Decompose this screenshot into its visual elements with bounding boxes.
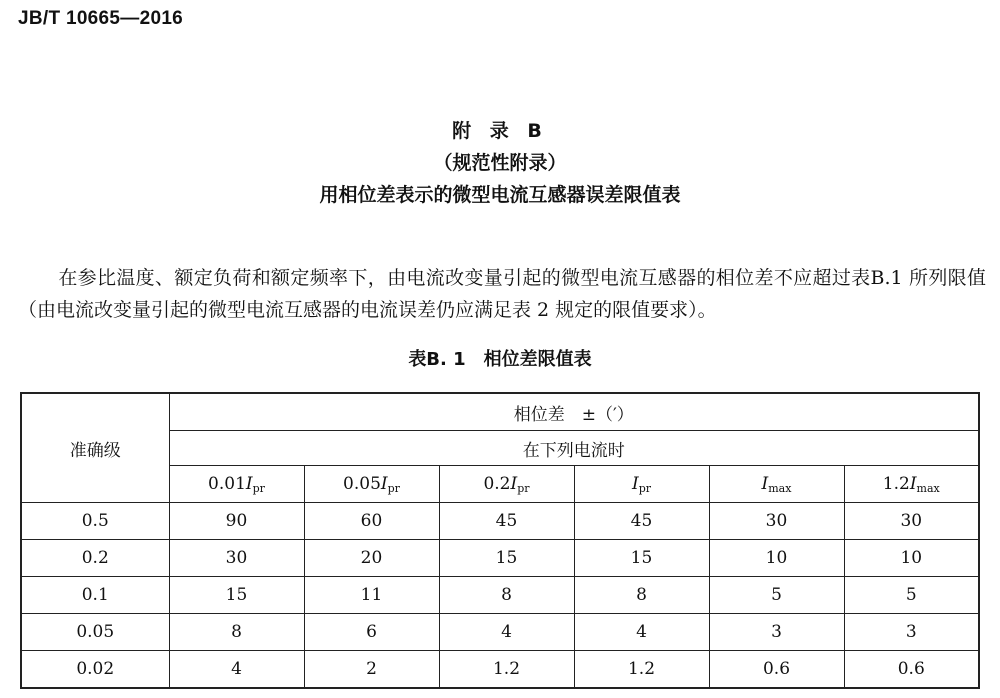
- phase-error-value-cell: 30: [169, 540, 304, 577]
- phase-error-value-cell: 8: [439, 577, 574, 614]
- phase-error-value-cell: 6: [304, 614, 439, 651]
- appendix-subtitle: （规范性附录）: [433, 152, 567, 174]
- phase-error-value-cell: 15: [169, 577, 304, 614]
- phase-error-value-cell: 45: [439, 503, 574, 540]
- group-header-current: 在下列电流时: [169, 431, 979, 466]
- phase-error-value-cell: 90: [169, 503, 304, 540]
- column-header: [169, 466, 304, 503]
- column-header-coefficient: 0.05: [343, 473, 381, 494]
- column-header-subscript: max: [768, 481, 792, 495]
- phase-error-value-cell: 45: [574, 503, 709, 540]
- phase-error-value-cell: 10: [844, 540, 979, 577]
- column-header-subscript: pr: [517, 481, 530, 495]
- body-paragraph: [18, 262, 986, 326]
- phase-error-value-cell: 4: [169, 651, 304, 689]
- phase-error-value-cell: 2: [304, 651, 439, 689]
- column-header-coefficient: 1.2: [882, 473, 910, 494]
- column-header-symbol: I: [245, 473, 253, 494]
- accuracy-class-cell: 0.5: [21, 503, 169, 540]
- table-row: [21, 503, 979, 540]
- appendix-title: 附 录 B: [452, 120, 548, 142]
- accuracy-class-cell: 0.2: [21, 540, 169, 577]
- phase-error-value-cell: 11: [304, 577, 439, 614]
- phase-error-value-cell: 4: [574, 614, 709, 651]
- column-header-symbol: I: [909, 473, 917, 494]
- phase-error-value-cell: 1.2: [439, 651, 574, 689]
- table-row: [21, 540, 979, 577]
- phase-error-limit-table: [20, 392, 980, 689]
- phase-error-value-cell: 8: [169, 614, 304, 651]
- table-row: [21, 577, 979, 614]
- table-caption: 表B. 1 相位差限值表: [408, 349, 592, 370]
- phase-error-value-cell: 1.2: [574, 651, 709, 689]
- phase-error-value-cell: 5: [844, 577, 979, 614]
- column-header: [574, 466, 709, 503]
- column-header: [439, 466, 574, 503]
- phase-error-value-cell: 10: [709, 540, 844, 577]
- table-row: [21, 651, 979, 689]
- phase-error-value-cell: 4: [439, 614, 574, 651]
- column-header-subscript: pr: [638, 481, 652, 495]
- column-header-coefficient: 0.01: [208, 473, 246, 494]
- phase-error-value-cell: 5: [709, 577, 844, 614]
- table-row: [21, 614, 979, 651]
- phase-error-value-cell: 0.6: [709, 651, 844, 689]
- column-header: [304, 466, 439, 503]
- standard-code: JB/T 10665—2016: [18, 8, 184, 29]
- phase-error-value-cell: 3: [709, 614, 844, 651]
- column-header-symbol: I: [510, 473, 518, 494]
- phase-error-value-cell: 15: [439, 540, 574, 577]
- phase-error-value-cell: 20: [304, 540, 439, 577]
- phase-error-value-cell: 15: [574, 540, 709, 577]
- column-header-symbol: I: [631, 473, 639, 494]
- column-header-symbol: I: [761, 473, 769, 494]
- column-header-coefficient: 0.2: [483, 473, 511, 494]
- column-header-subscript: max: [916, 481, 940, 495]
- phase-error-value-cell: 30: [709, 503, 844, 540]
- column-header: [709, 466, 844, 503]
- appendix-heading: 用相位差表示的微型电流互感器误差限值表: [319, 184, 681, 206]
- body-paragraph-text: 在参比温度、额定负荷和额定频率下，由电流改变量引起的微型电流互感器的相位差不应超过表B.1 所列限值（由电流改变量引起的微型电流互感器的电流误差仍应满足表 2 规定的限值要求）。: [18, 267, 986, 321]
- phase-error-value-cell: 3: [844, 614, 979, 651]
- accuracy-class-cell: 0.1: [21, 577, 169, 614]
- column-header: [844, 466, 979, 503]
- phase-error-value-cell: 8: [574, 577, 709, 614]
- row-header-accuracy-class: 准确级: [21, 393, 169, 503]
- accuracy-class-cell: 0.05: [21, 614, 169, 651]
- column-header-subscript: pr: [387, 481, 400, 495]
- group-header-phase-error: 相位差 ±（′）: [169, 393, 979, 431]
- column-header-subscript: pr: [252, 481, 265, 495]
- accuracy-class-cell: 0.02: [21, 651, 169, 689]
- phase-error-value-cell: 0.6: [844, 651, 979, 689]
- phase-error-value-cell: 60: [304, 503, 439, 540]
- phase-error-value-cell: 30: [844, 503, 979, 540]
- column-header-symbol: I: [380, 473, 388, 494]
